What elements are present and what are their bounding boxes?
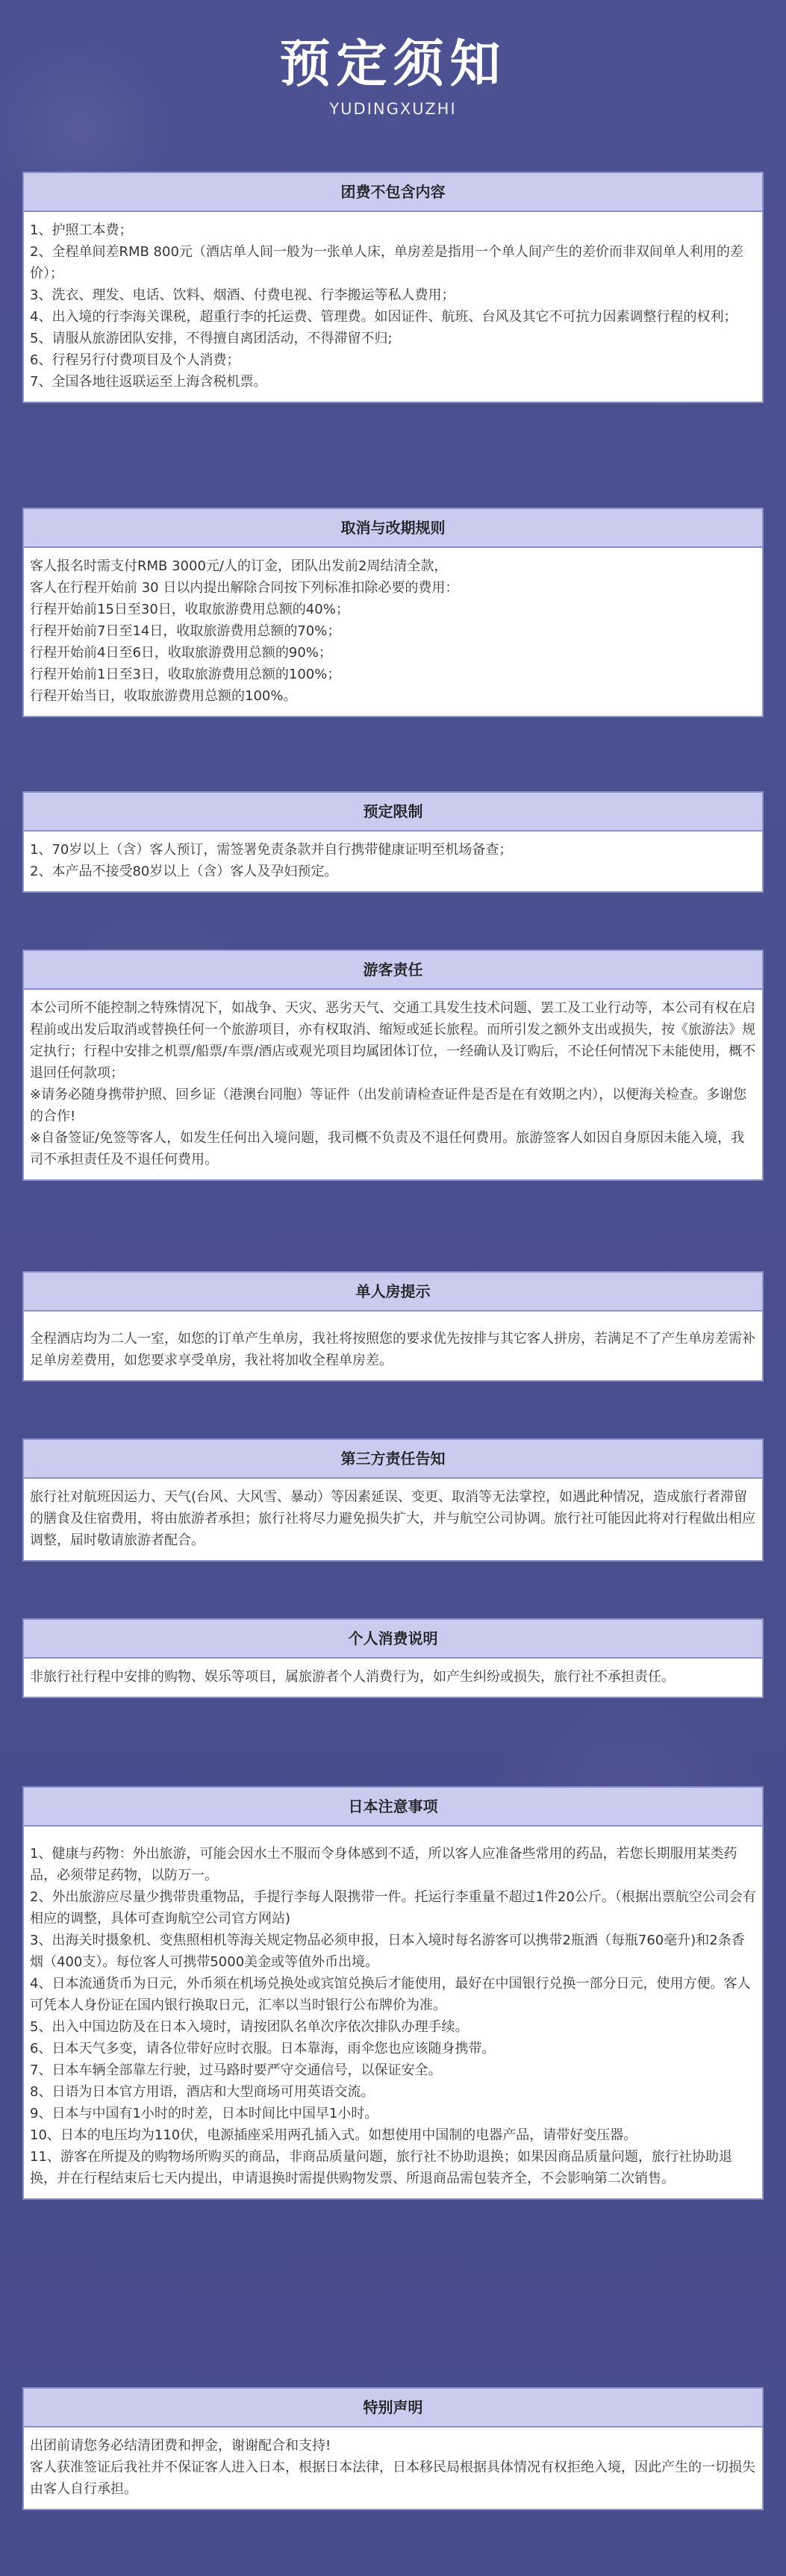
section-line: 客人报名时需支付RMB 3000元/人的订金，团队出发前2周结清全款，: [30, 558, 448, 574]
section-line: 5、出入中国边防及在日本入境时，请按团队名单次序依次排队办理手续。: [30, 2019, 469, 2035]
section-body: [24, 212, 762, 402]
section-third-party-liability: [22, 1438, 764, 1562]
section-line: 7、全国各地往返联运至上海含税机票。: [30, 374, 267, 390]
section-line: 10、日本的电压均为110伏，电源插座采用两孔插入式。如想使用中国制的电器产品，请带好变压器。: [30, 2127, 637, 2143]
section-line: 3、洗衣、理发、电话、饮料、烟酒、付费电视、行李搬运等私人费用；: [30, 287, 455, 303]
section-line: ※请务必随身携带护照、回乡证（港澳台同胞）等证件（出发前请检查证件是否是在有效期之内），以便海关检查。多谢您的合作!: [30, 1087, 747, 1124]
section-traveler-responsibility: [22, 949, 764, 1181]
section-body: [24, 1827, 762, 2198]
section-line: 行程开始前15日至30日，收取旅游费用总额的40%；: [30, 602, 349, 617]
section-title: 预定限制: [24, 793, 762, 832]
section-line: 3、出海关时摄象机、变焦照相机等海关规定物品必须申报，日本入境时每名游客可以携带2瓶酒（每瓶760毫升)和2条香烟（400支）。每位客人可携带5000美金或等值外币出境。: [30, 1933, 745, 1970]
section-line: 全程酒店均为二人一室，如您的订单产生单房，我社将按照您的要求优先按排与其它客人拼房，若满足不了产生单房差需补足单房差费用，如您要求享受单房，我社将加收全程单房差。: [30, 1331, 755, 1368]
section-line: 2、全程单间差RMB 800元（酒店单人间一般为一张单人床，单房差是指用一个单人间产生的差价而非双间单人利用的差价）；: [30, 244, 743, 281]
section-body: [24, 2427, 762, 2509]
section-body: [24, 1312, 762, 1380]
section-line: 本公司所不能控制之特殊情况下，如战争、天灾、恶劣天气、交通工具发生技术问题、罢工及工业行动等，本公司有权在启程前或出发后取消或替换任何一个旅游项目，亦有权取消、缩短或延长旅程。而所引发之额外支出或损失，按《旅游法》规定执行；行程中安排之机票/船票/车票/酒店或观光项目均属团体订位，一经确认及订购后，不论任何情况下未能使用，概不退回任何款项；: [30, 1000, 756, 1081]
page-header: [0, 0, 786, 133]
section-personal-expenses: [22, 1618, 764, 1698]
section-line: 9、日本与中国有1小时的时差，日本时间比中国早1小时。: [30, 2106, 378, 2121]
section-line: 行程开始当日，收取旅游费用总额的100%。: [30, 688, 297, 704]
section-title: 个人消费说明: [24, 1620, 762, 1659]
section-line: 4、出入境的行李海关课税，超重行李的托运费、管理费。如因证件、航班、台风及其它不可抗力因素调整行程的权利；: [30, 309, 737, 325]
section-line: 1、护照工本费；: [30, 222, 133, 238]
section-line: 6、行程另行付费项目及个人消费；: [30, 352, 240, 368]
section-line: 旅行社对航班因运力、天气(台风、大风雪、暴动）等因素延误、变更、取消等无法掌控，如遇此种情况，造成旅行者滞留的膳食及住宿费用，将由旅游者承担；旅行社将尽力避免损失扩大，并与航空公司协调。旅行社可能因此将对行程做出相应调整，届时敬请旅游者配合。: [30, 1489, 755, 1548]
section-line: 行程开始前1日至3日，收取旅游费用总额的100%；: [30, 667, 341, 682]
section-title: 团费不包含内容: [24, 173, 762, 212]
section-title: 单人房提示: [24, 1273, 762, 1312]
section-line: 7、日本车辆全部靠左行驶，过马路时要严守交通信号，以保证安全。: [30, 2062, 442, 2078]
section-title: 日本注意事项: [24, 1788, 762, 1827]
section-excluded-fees: [22, 172, 764, 403]
section-line: 出团前请您务必结清团费和押金，谢谢配合和支持!: [30, 2438, 331, 2454]
section-line: 客人获准签证后我社并不保证客人进入日本，根据日本法律，日本移民局根据具体情况有权拒绝入境，因此产生的一切损失由客人自行承担。: [30, 2460, 755, 2497]
section-single-room-notice: [22, 1271, 764, 1382]
section-line: 2、外出旅游应尽量少携带贵重物品，手提行李每人限携带一件。托运行李重量不超过1件20公斤。（根据出票航空公司会有相应的调整，具体可查询航空公司官方网站): [30, 1889, 756, 1927]
section-line: 8、日语为日本官方用语，酒店和大型商场可用英语交流。: [30, 2084, 375, 2100]
section-booking-restrictions: [22, 791, 764, 893]
section-line: 1、70岁以上（含）客人预订，需签署免责条款并自行携带健康证明至机场备查；: [30, 842, 513, 858]
section-title: 游客责任: [24, 951, 762, 990]
section-title: 第三方责任告知: [24, 1440, 762, 1479]
section-line: 行程开始前4日至6日，收取旅游费用总额的90%；: [30, 645, 332, 661]
section-line: 行程开始前7日至14日，收取旅游费用总额的70%；: [30, 623, 341, 639]
section-line: 1、健康与药物：外出旅游，可能会因水土不服而令身体感到不适，所以客人应准备些常用的药品，若您长期服用某类药品，必须带足药物，以防万一。: [30, 1846, 737, 1883]
section-line: 客人在行程开始前 30 日以内提出解除合同按下列标准扣除必要的费用：: [30, 580, 459, 596]
section-line: 5、请服从旅游团队安排，不得擅自离团活动，不得滞留不归;: [30, 331, 393, 346]
section-body: [24, 548, 762, 716]
section-line: 6、日本天气多变，请各位带好应时衣服。日本靠海，雨伞您也应该随身携带。: [30, 2041, 496, 2056]
section-line: 11、游客在所提及的购物场所购买的商品，非商品质量问题，旅行社不协助退换；如果因商品质量问题，旅行社协助退换，并在行程结束后七天内提出，申请退换时需提供购物发票、所退商品需包装齐全，不会影响第二次销售。: [30, 2149, 732, 2186]
section-body: [24, 832, 762, 891]
section-japan-notes: [22, 1786, 764, 2200]
section-line: 2、本产品不接受80岁以上（含）客人及孕妇预定。: [30, 864, 338, 879]
section-line: 4、日本流通货币为日元，外币须在机场兑换处或宾馆兑换后才能使用，最好在中国银行兑换一部分日元，使用方便。客人可凭本人身份证在国内银行换取日元，汇率以当时银行公布牌价为准。: [30, 1976, 751, 2013]
page-title: 预定须知: [279, 34, 507, 94]
section-body: [24, 1659, 762, 1697]
section-line: 非旅行社行程中安排的购物、娱乐等项目，属旅游者个人消费行为，如产生纠纷或损失，旅行社不承担责任。: [30, 1669, 675, 1685]
section-title: 取消与改期规则: [24, 509, 762, 548]
section-special-statement: [22, 2387, 764, 2510]
section-line: ※自备签证/免签等客人，如发生任何出入境问题，我司概不负责及不退任何费用。旅游签客人如因自身原因未能入境，我司不承担责任及不退任何费用。: [30, 1130, 745, 1167]
section-cancellation-rules: [22, 508, 764, 717]
page-subtitle: YUDINGXUZHI: [329, 100, 457, 118]
section-title: 特别声明: [24, 2389, 762, 2427]
section-body: [24, 1479, 762, 1560]
section-body: [24, 990, 762, 1179]
